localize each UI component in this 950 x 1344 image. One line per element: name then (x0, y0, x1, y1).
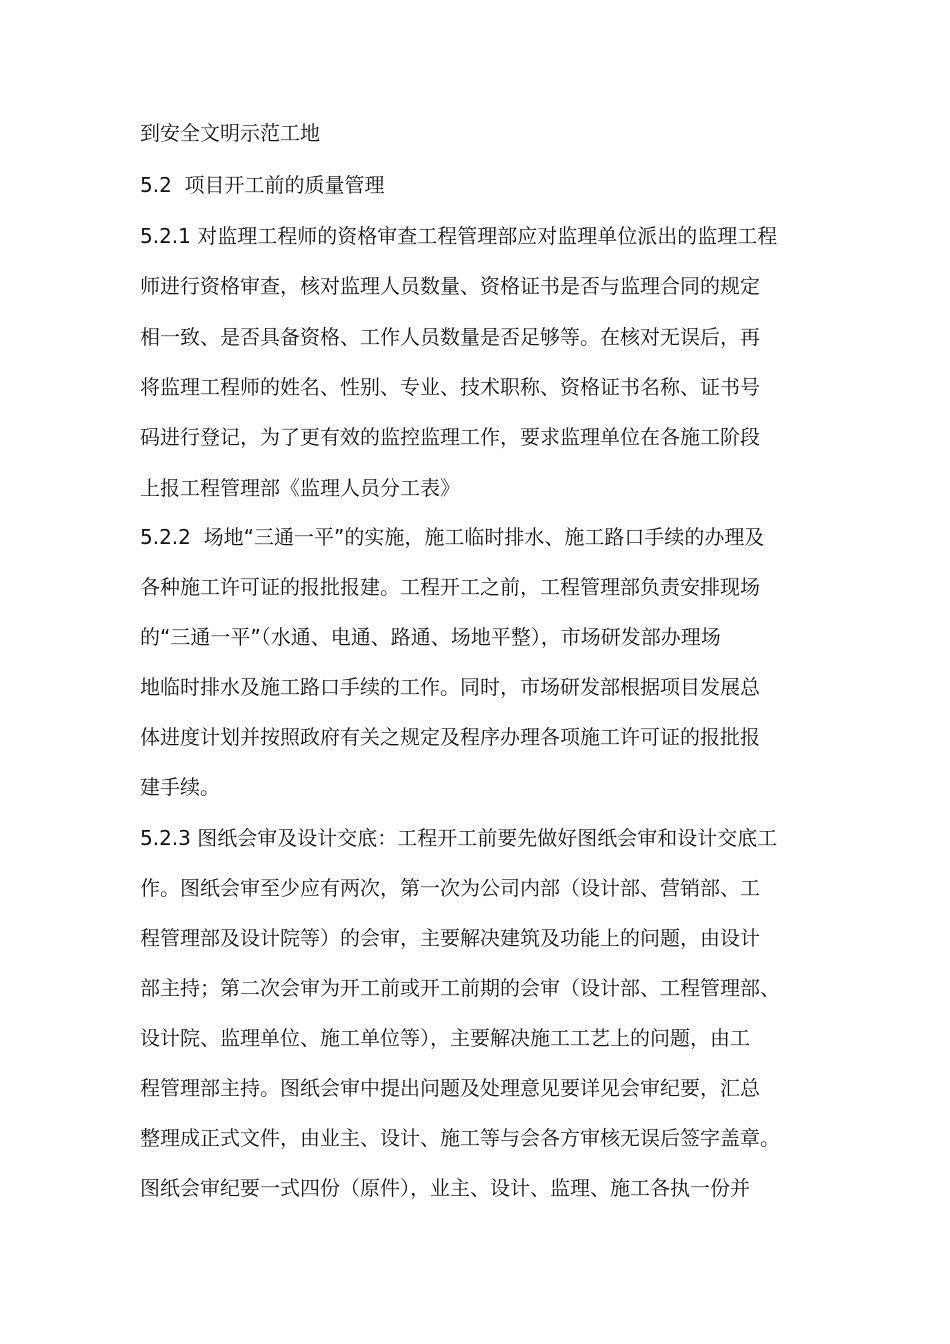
text-line: 程管理部主持。图纸会审中提出问题及处理意见要详见会审纪要，汇总 (140, 1076, 760, 1100)
text-line: 图纸会审纪要一式四份（原件），业主、设计、监理、施工各执一份并 (140, 1176, 750, 1200)
text-line: 师进行资格审查，核对监理人员数量、资格证书是否与监理合同的规定 (140, 274, 760, 298)
text-line: 设计院、监理单位、施工单位等），主要解决施工工艺上的问题，由工 (140, 1026, 750, 1050)
text-line: 5.2.2 场地“三通一平”的实施，施工临时排水、施工路口手续的办理及 (140, 525, 765, 549)
text-line: 部主持；第二次会审为开工前或开工前期的会审（设计部、工程管理部、 (140, 976, 780, 1000)
text-line: 体进度计划并按照政府有关之规定及程序办理各项施工许可证的报批报 (140, 725, 760, 749)
text-line: 相一致、是否具备资格、工作人员数量是否足够等。在核对无误后，再 (140, 325, 760, 349)
text-line: 建手续。 (140, 775, 220, 799)
section-heading: 5.2 项目开工前的质量管理 (140, 173, 385, 197)
text-line: 到安全文明示范工地 (140, 121, 320, 145)
text-line: 码进行登记，为了更有效的监控监理工作，要求监理单位在各施工阶段 (140, 425, 760, 449)
text-line: 5.2.1 对监理工程师的资格审查工程管理部应对监理单位派出的监理工程 (140, 224, 778, 248)
text-line: 地临时排水及施工路口手续的工作。同时，市场研发部根据项目发展总 (140, 675, 760, 699)
text-line: 整理成正式文件，由业主、设计、施工等与会各方审核无误后签字盖章。 (140, 1126, 780, 1150)
text-line: 将监理工程师的姓名、性别、专业、技术职称、资格证书名称、证书号 (140, 375, 760, 399)
text-line: 上报工程管理部《监理人员分工表》 (140, 476, 460, 500)
text-line: 作。图纸会审至少应有两次，第一次为公司内部（设计部、营销部、工 (140, 876, 760, 900)
text-line: 的“三通一平”（水通、电通、路通、场地平整），市场研发部办理场 (140, 625, 721, 649)
text-line: 5.2.3 图纸会审及设计交底：工程开工前要先做好图纸会审和设计交底工 (140, 826, 778, 850)
text-line: 各种施工许可证的报批报建。工程开工之前，工程管理部负责安排现场 (140, 575, 760, 599)
text-line: 程管理部及设计院等）的会审，主要解决建筑及功能上的问题，由设计 (140, 926, 760, 950)
